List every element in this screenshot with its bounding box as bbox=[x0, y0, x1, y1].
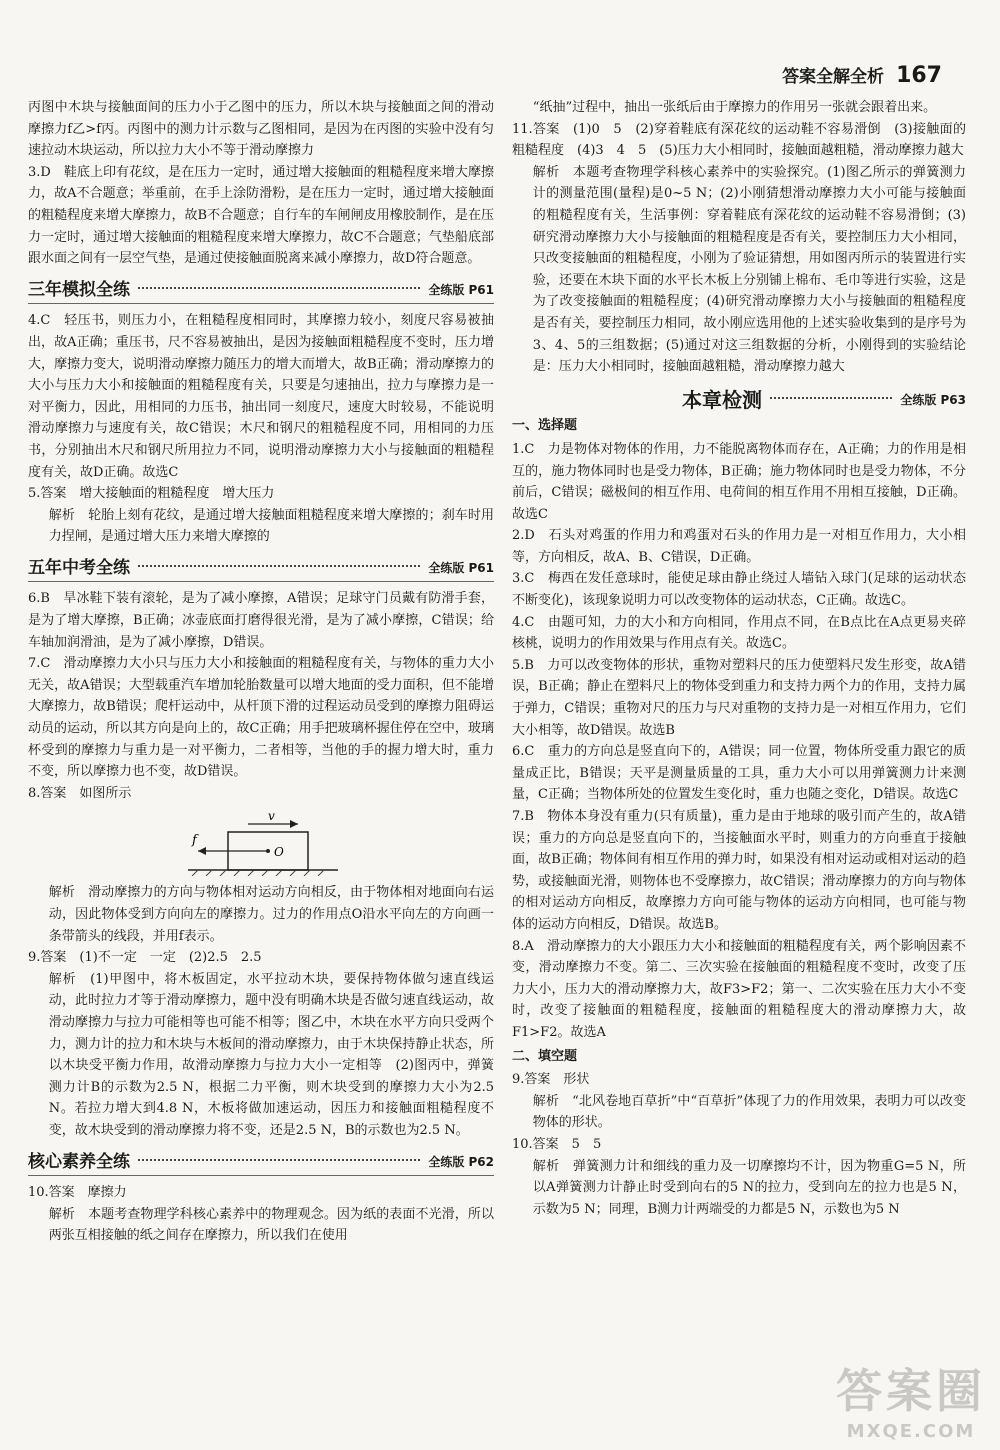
left-column bbox=[28, 97, 494, 1247]
test-analysis-10: 解析 弹簧测力计和细线的重力及一切摩擦均不计，因为物重G=5 N，所以A弹簧测力计静止时受到向右的5 N的拉力，受到向左的拉力也是5 N，示数为5 N；同理，B测力计两端受的力都是5 N，示数也为5 N bbox=[532, 1158, 966, 1217]
section-ref: 全练版 P61 bbox=[428, 560, 494, 575]
section-title: 三年模拟全练 bbox=[28, 279, 130, 300]
analysis-5: 解析 轮胎上刻有花纹，是通过增大接触面粗糙程度来增大摩擦的；刹车时用力捏闸，是通过增大压力来增大摩擦的 bbox=[48, 507, 494, 545]
intro-paragraph: 丙图中木块与接触面间的压力小于乙图中的压力，所以木块与接触面之间的滑动摩擦力f乙>f丙。丙图中的测力计示数与乙图相同，是因为在丙图的实验中没有匀速拉动木块运动，所以拉力大小不等于滑动摩擦力 bbox=[28, 100, 494, 159]
page-number: 167 bbox=[896, 63, 942, 88]
friction-force-diagram bbox=[178, 810, 348, 876]
analysis-9: 解析 (1)甲图中，将木板固定，水平拉动木块，要保持物体做匀速直线运动，此时拉力才等于滑动摩擦力，题中没有明确木块是否做匀速直线运动，故滑动摩擦力与拉力可能相等也可能不相等；图乙中，木块在水平方向只受两个力，测力计的拉力和木块与木板间的滑动摩擦力，由于木块保持静止状态，所以木块受平衡力作用，故滑动摩擦力与拉力大小一定相等 (2)图丙中，弹簧测力计B的示数为2.5 N，根据二力平衡，则木块受到的摩擦力大小为2.5 N。若拉力增大到4.8 N，木板将做加速运动，因压力和接触面粗糙程度不变，故木块受到的滑动摩擦力将不变，还是2.5 N，B的示数也为2.5 N。 bbox=[48, 971, 494, 1138]
watermark-logo bbox=[836, 1355, 986, 1442]
answer-10: 10.答案 摩擦力 bbox=[28, 1185, 127, 1201]
analysis-10: 解析 本题考查物理学科核心素养中的物理观念。因为纸的表面不光滑，所以两张互相接触的纸之间存在摩擦力，所以我们在使用 bbox=[48, 1206, 494, 1244]
test-answer-2: 2.D 石头对鸡蛋的作用力和鸡蛋对石头的作用力是一对相互作用力，大小相等，方向相反，故A、B、C错误，D正确。 bbox=[512, 528, 966, 565]
right-column bbox=[512, 97, 966, 1220]
answer-8: 8.答案 如图所示 bbox=[28, 785, 132, 801]
analysis-11: 解析 本题考查物理学科核心素养中的实验探究。(1)图乙所示的弹簧测力计的测量范围(量程)是0~5 N；(2)小刚猜想滑动摩擦力大小可能与接触面的粗糙程度有关，生活事例：穿着鞋底有深花纹的运动鞋不容易滑倒；(3)研究滑动摩擦力大小与接触面的粗糙程度是否有关，要控制压力大小相同，只改变接触面的粗糙程度，小刚为了验证猜想，用如图丙所示的装置进行实验，还要在木块下面的水平长木板上分别铺上棉布、毛巾等进行实验，这是为了改变接触面的粗糙程度；(4)研究滑动摩擦力大小与接触面的粗糙程度是否有关，要控制压力相同，故小刚应选用他的上述实验收集到的是序号为3、4、5的三组数据；(5)通过对这三组数据的分析，小刚得到的实验结论是：压力大小相同时，接触面越粗糙，滑动摩擦力越大 bbox=[532, 164, 966, 375]
dotted-leader bbox=[138, 1159, 420, 1161]
velocity-arrowhead bbox=[290, 820, 298, 828]
page-header bbox=[782, 62, 942, 88]
section-header-hexin bbox=[28, 1152, 494, 1177]
answer-7: 7.C 滑动摩擦力大小只与压力大小和接触面的粗糙程度有关，与物体的重力大小无关，故A错误；大型载重汽车增加轮胎数量可以增大地面的受力面积，但不能增大摩擦力，故B错误；爬杆运动中，从杆顶下滑的过程运动员受到的摩擦力阻碍运动员的运动，所以其方向是向上的，故C正确；用手把玻璃杯握住停在空中，玻璃杯受到的摩擦力与重力是一对平衡力，二者相等，当他的手的握力增大时，重力不变，所以摩擦力也不变，故D错误。 bbox=[28, 656, 494, 780]
chapter-ref: 全练版 P63 bbox=[900, 392, 966, 407]
answer-5: 5.答案 增大接触面的粗糙程度 增大压力 bbox=[28, 486, 275, 502]
answer-9: 9.答案 (1)不一定 一定 (2)2.5 2.5 bbox=[28, 950, 262, 966]
analysis-8: 解析 滑动摩擦力的方向与物体相对运动方向相反，由于物体相对地面向右运动，因此物体受到方向向左的摩擦力。过力的作用点O沿水平向左的方向画一条带箭头的线段，并用f表示。 bbox=[48, 885, 494, 944]
test-answer-7: 7.B 物体本身没有重力(只有质量)，重力是由于地球的吸引而产生的，故A错误；重力的方向总是竖直向下的，当接触面水平时，则重力的方向垂直于接触面，故B正确；物体间有相互作用的弹力时，如果没有相对运动或相对运动的趋势，或接触面光滑，则物体也不受摩擦力，故C错误；滑动摩擦力的方向与物体的相对运动方向相反，故摩擦力方向可能与物体的运动方向相同，也可能与物体的运动方向相反，D错误。故选B。 bbox=[512, 809, 966, 932]
chapter-test-header bbox=[682, 387, 966, 412]
watermark-line2: MXQE.COM bbox=[846, 1421, 976, 1442]
test-answer-8: 8.A 滑动摩擦力的大小跟压力大小和接触面的粗糙程度有关，两个影响因素不变，滑动摩擦力不变。第二、三次实验在接触面的粗糙程度不变时，改变了压力大小，压力大的滑动摩擦力大，故F3>F2；第一、二次实验在压力大小不变时，改变了接触面的粗糙程度，接触面的粗糙程度大的滑动摩擦力大，故F1>F2。故选A bbox=[512, 938, 966, 1040]
section-header-wunian bbox=[28, 558, 494, 583]
part-fill-heading: 二、填空题 bbox=[512, 1048, 578, 1064]
velocity-label: v bbox=[268, 810, 275, 824]
test-answer-1: 1.C 力是物体对物体的作用，力不能脱离物体而存在，A正确；力的作用是相互的，施力物体同时也是受力物体，B正确；施力物体同时也是受力物体，不分前后，C错误；磁极间的相互作用、电荷间的相互作用不用相互接触，D正确。故选C bbox=[512, 441, 966, 522]
section-title: 核心素养全练 bbox=[28, 1151, 130, 1172]
dotted-leader bbox=[770, 397, 892, 399]
header-title: 答案全解全析 bbox=[782, 67, 885, 87]
test-analysis-9: 解析 “北风卷地百草折”中“百草折”体现了力的作用效果，表明力可以改变物体的形状。 bbox=[532, 1093, 966, 1131]
section-ref: 全练版 P62 bbox=[428, 1154, 494, 1169]
section-title: 五年中考全练 bbox=[28, 557, 130, 578]
section-ref: 全练版 P61 bbox=[428, 282, 494, 297]
part-choice-heading: 一、选择题 bbox=[512, 418, 578, 434]
test-answer-6: 6.C 重力的方向总是竖直向下的，A错误；同一位置，物体所受重力跟它的质量成正比，B错误；天平是测量质量的工具，重力大小可以用弹簧测力计来测量，C正确；当物体所处的位置发生变化时，重力也随之变化，D错误。故选C bbox=[512, 744, 966, 803]
dotted-leader bbox=[138, 287, 420, 289]
watermark-line1: 答案圈 bbox=[836, 1364, 986, 1418]
ground-hatching bbox=[192, 870, 324, 876]
friction-arrowhead bbox=[198, 847, 206, 855]
answer-4: 4.C 轻压书，则压力小，在粗糙程度相同时，其摩擦力较小，刻度尺容易被抽出，故A正确；重压书，尺不容易被抽出，是因为接触面粗糙程度不变时，压力增大，摩擦力变大，说明滑动摩擦力随压力的增大而增大，故B正确；滑动摩擦力的大小与压力大小和接触面的粗糙程度有关，只要是匀速抽出，拉力与摩擦力是一对平衡力，因此，用相同的力压书，抽出同一刻度尺，速度大时较易，不能说明滑动摩擦力与速度有关，故C错误；木尺和钢尺的粗糙程度不同，用相同的力压书，分别抽出木尺和钢尺所用拉力不同，说明滑动摩擦力大小与接触面的粗糙程度有关，故D正确。故选C bbox=[28, 313, 494, 480]
test-answer-4: 4.C 由题可知，力的大小和方向相同，作用点不同，在B点比在A点更易夹碎核桃，说明力的作用效果与作用点有关。故选C。 bbox=[512, 614, 966, 652]
answer-3: 3.D 鞋底上印有花纹，是在压力一定时，通过增大接触面的粗糙程度来增大摩擦力，故A不合题意；举重前，在手上涂防滑粉，是在压力一定时，通过增大接触面的粗糙程度来增大摩擦力，故B不合题意；自行车的车闸闸皮用橡胶制作，是在压力一定时，通过增大接触面的粗糙程度来增大摩擦力，故C不合题意；气垫船底部跟水面之间有一层空气垫，是通过使接触面脱离来减小摩擦力，故D符合题意。 bbox=[28, 164, 494, 267]
chapter-title: 本章检测 bbox=[682, 387, 762, 412]
dotted-leader bbox=[138, 565, 420, 567]
friction-label: f bbox=[192, 833, 197, 849]
point-label: O bbox=[274, 845, 284, 860]
force-point bbox=[266, 849, 270, 853]
answer-11: 11.答案 (1)0 5 (2)穿着鞋底有深花纹的运动鞋不容易滑倒 (3)接触面的粗糙程度 (4)3 4 5 (5)压力大小相同时，接触面越粗糙，滑动摩擦力越大 bbox=[512, 121, 966, 159]
analysis-10-continued: “纸抽”过程中，抽出一张纸后由于摩擦力的作用另一张就会跟着出来。 bbox=[532, 100, 937, 115]
answer-6: 6.B 旱冰鞋下装有滚轮，是为了减小摩擦，A错误；足球守门员戴有防滑手套，是为了增大摩擦，B正确；冰壶底面打磨得很光滑，是为了减小摩擦，C错误；给车轴加润滑油，是为了减小摩擦，D错误。 bbox=[28, 591, 494, 650]
test-answer-10: 10.答案 5 5 bbox=[512, 1136, 602, 1152]
test-answer-3: 3.C 梅西在发任意球时，能使足球由静止绕过人墙钻入球门(足球的运动状态不断变化)，该现象说明力可以改变物体的运动状态，C正确。故选C。 bbox=[512, 571, 966, 609]
section-header-sannian bbox=[28, 280, 494, 305]
test-answer-5: 5.B 力可以改变物体的形状，重物对塑料尺的压力使塑料尺发生形变，故A错误，B正确；静止在塑料尺上的物体受到重力和支持力两个力的作用，支持力属于弹力，C错误；重物对尺的压力与尺对重物的支持力是一对相互作用力，它们大小相等，故D错误。故选B bbox=[512, 657, 966, 738]
test-answer-9: 9.答案 形状 bbox=[512, 1072, 590, 1088]
